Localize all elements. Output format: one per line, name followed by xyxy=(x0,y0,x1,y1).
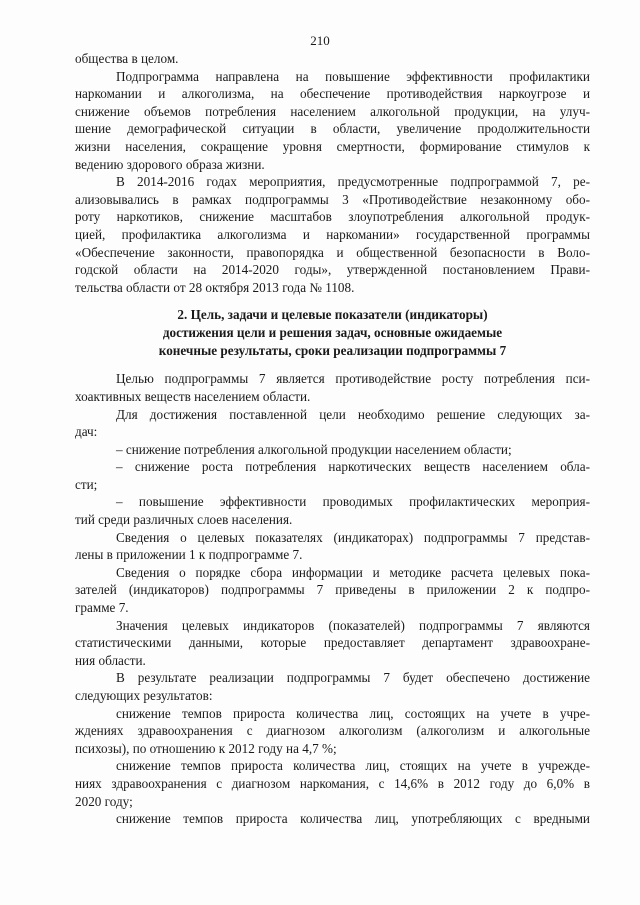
text-line: общества в целом. xyxy=(75,51,179,66)
spacer xyxy=(75,296,590,306)
heading-line: достижения цели и решения задач, основные ожидаемые xyxy=(162,325,503,341)
text-line: ния области. xyxy=(75,652,146,668)
text-line: Сведения о порядке сбора информации и методике расчета целевых пока- xyxy=(116,564,590,580)
text-line: хоактивных веществ населением области. xyxy=(75,388,311,404)
paragraph-1 xyxy=(75,50,590,68)
text-line: роту наркотиков, снижение масштабов злоупотребления алкогольной продук- xyxy=(75,209,590,225)
text-line: снижение темпов прироста количества лиц, употребляющих с вредными xyxy=(116,811,590,827)
text-line: Сведения о целевых показателях (индикаторах) подпрограммы 7 представ- xyxy=(116,529,590,545)
text-line: наркомании и алкоголизма, на обеспечение противодействия наркоугрозе и xyxy=(75,86,590,102)
paragraph-6 xyxy=(75,441,590,459)
text-line: Подпрограмма направлена на повышение эффективности профилактики xyxy=(116,68,590,84)
text-line: В 2014-2016 годах мероприятия, предусмотренные подпрограммой 7, ре- xyxy=(116,174,590,190)
text-line: цией, профилактика алкоголизма и наркомании» государственной программы xyxy=(75,226,590,242)
paragraph-10 xyxy=(75,564,590,617)
text-line: Значения целевых индикаторов (показателей) подпрограммы 7 являются xyxy=(116,617,590,633)
text-line: – повышение эффективности проводимых профилактических мероприя- xyxy=(116,494,590,510)
text-line: «Обеспечение законности, правопорядка и общественной безопасности в Воло- xyxy=(75,244,590,260)
heading-line: 2. Цель, задачи и целевые показатели (индикаторы) xyxy=(177,307,488,323)
text-line: грамме 7. xyxy=(75,600,129,616)
text-line: ализовывались в рамках подпрограммы 3 «Противодействие незаконному обо- xyxy=(75,191,590,207)
text-line: тий среди различных слоев населения. xyxy=(75,512,293,528)
paragraph-3 xyxy=(75,173,590,296)
text-line: снижение темпов прироста количества лиц, состоящих на учете в учре- xyxy=(116,705,590,721)
text-line: статистическими данными, которые предоставляет департамент здравоохране- xyxy=(75,635,590,651)
text-line: Целью подпрограммы 7 является противодействие росту потребления пси- xyxy=(116,371,590,387)
text-line: снижение объемов потребления населением алкогольной продукции, на улуч- xyxy=(75,103,590,119)
text-line: дач: xyxy=(75,424,98,440)
spacer xyxy=(75,360,590,370)
text-line: лены в приложении 1 к подпрограмме 7. xyxy=(75,547,303,563)
text-line: В результате реализации подпрограммы 7 будет обеспечено достижение xyxy=(116,670,590,686)
text-line: зателей (индикаторов) подпрограммы 7 приведены в приложении 2 к подпро- xyxy=(75,582,590,598)
text-line: годской области на 2014-2020 годы», утвержденной постановлением Прави- xyxy=(75,262,590,278)
text-line: психозы), по отношению к 2012 году на 4,7 %; xyxy=(75,740,337,756)
paragraph-9 xyxy=(75,529,590,564)
paragraph-14 xyxy=(75,757,590,810)
text-line: сти; xyxy=(75,476,98,492)
text-line: следующих результатов: xyxy=(75,688,213,703)
text-line: жизни населения, сокращение уровня смертности, формирование стимулов к xyxy=(75,138,590,154)
text-line: ниях здравоохранения с диагнозом наркомания, с 14,6% в 2012 году до 6,0% в xyxy=(75,775,590,791)
text-line: – снижение потребления алкогольной продукции населением области; xyxy=(116,441,512,457)
paragraph-11 xyxy=(75,617,590,670)
paragraph-7 xyxy=(75,458,590,493)
paragraph-4 xyxy=(75,370,590,405)
text-line: ведению здорового образа жизни. xyxy=(75,156,265,172)
paragraph-12 xyxy=(75,669,590,704)
paragraph-2 xyxy=(75,68,590,174)
text-line: ждениях здравоохранения с диагнозом алкоголизм (алкоголизм и алкогольные xyxy=(75,723,590,739)
paragraph-8 xyxy=(75,493,590,528)
text-line: – снижение роста потребления наркотических веществ населением обла- xyxy=(116,459,590,475)
page-number: 210 xyxy=(310,33,330,48)
text-line: снижение темпов прироста количества лиц, стоящих на учете в учрежде- xyxy=(116,758,590,774)
section-heading xyxy=(75,306,590,360)
text-line: тельства области от 28 октября 2013 года № 1108. xyxy=(75,279,355,295)
document-body xyxy=(75,50,590,828)
text-line: шение демографической ситуации в области, увеличение продолжительности xyxy=(75,121,590,137)
text-line: 2020 году; xyxy=(75,793,133,809)
text-line: Для достижения поставленной цели необходимо решение следующих за- xyxy=(116,406,590,422)
paragraph-13 xyxy=(75,705,590,758)
heading-line: конечные результаты, сроки реализации подпрограммы 7 xyxy=(158,343,507,359)
paragraph-15 xyxy=(75,810,590,828)
paragraph-5 xyxy=(75,406,590,441)
